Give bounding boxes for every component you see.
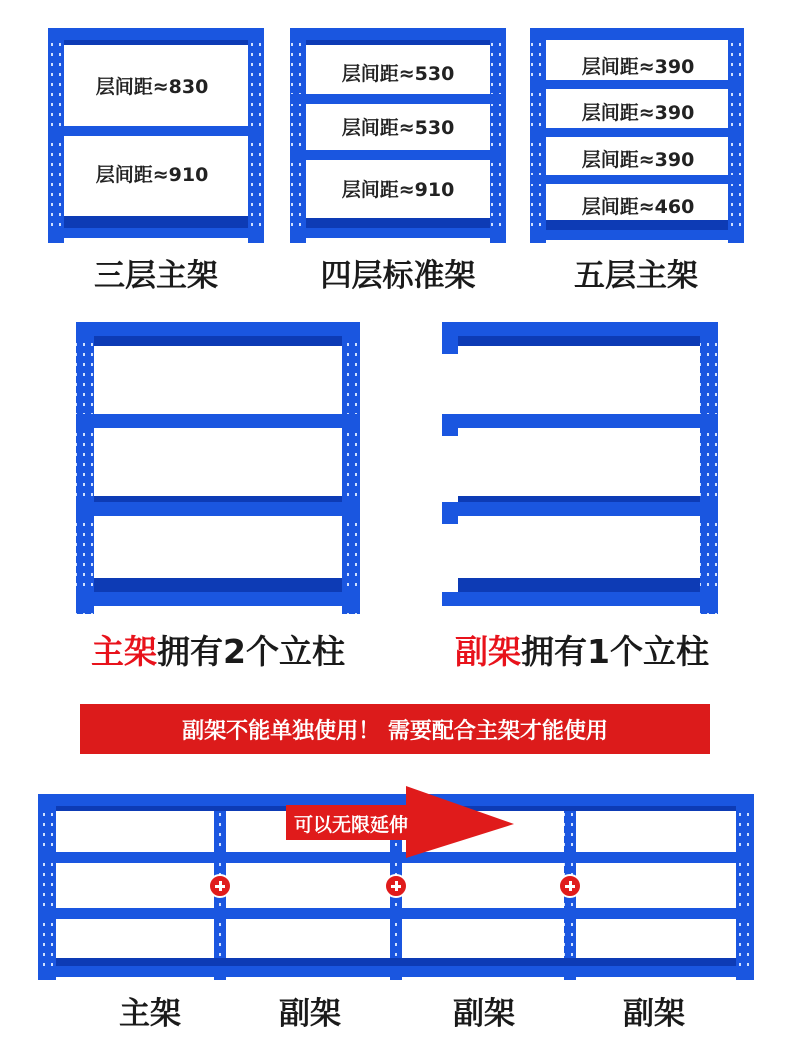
rack-caption: 四层标准架 [320, 258, 476, 294]
extend-arrow-text: 可以无限延伸 [294, 814, 409, 836]
spacing-label: 层间距≈390 [558, 96, 718, 126]
spacing-label: 层间距≈910 [318, 168, 478, 208]
main-rack-caption-text: 拥有2个立柱 [157, 632, 345, 671]
main-rack-illustration [76, 322, 360, 614]
spacing-label: 层间距≈390 [558, 143, 718, 173]
sub-rack-caption-text: 拥有1个立柱 [521, 632, 709, 671]
spacing-label: 层间距≈530 [318, 108, 478, 144]
spacing-label: 层间距≈910 [72, 150, 232, 196]
warning-banner: 副架不能单独使用！ 需要配合主架才能使用 [80, 704, 710, 754]
bottom-rack-label: 主架 [119, 996, 181, 1032]
plus-icon [558, 874, 582, 898]
sub-rack-caption [432, 626, 732, 673]
main-rack-caption [68, 626, 368, 673]
bottom-rack-label: 副架 [623, 996, 685, 1032]
plus-icon [208, 874, 232, 898]
spacing-label: 层间距≈530 [318, 54, 478, 90]
spacing-label: 层间距≈830 [72, 62, 232, 108]
plus-icon [384, 874, 408, 898]
bottom-rack-label: 副架 [279, 996, 341, 1032]
rack-caption: 三层主架 [94, 258, 218, 294]
spacing-label: 层间距≈460 [558, 190, 718, 220]
spacing-label: 层间距≈390 [558, 50, 718, 80]
sub-rack-highlight: 副架 [455, 632, 522, 671]
three-tier-main-rack [48, 28, 264, 243]
bottom-rack-label: 副架 [453, 996, 515, 1032]
main-rack-highlight: 主架 [91, 632, 158, 671]
rack-caption: 五层主架 [574, 258, 698, 294]
sub-rack-illustration [442, 322, 718, 614]
